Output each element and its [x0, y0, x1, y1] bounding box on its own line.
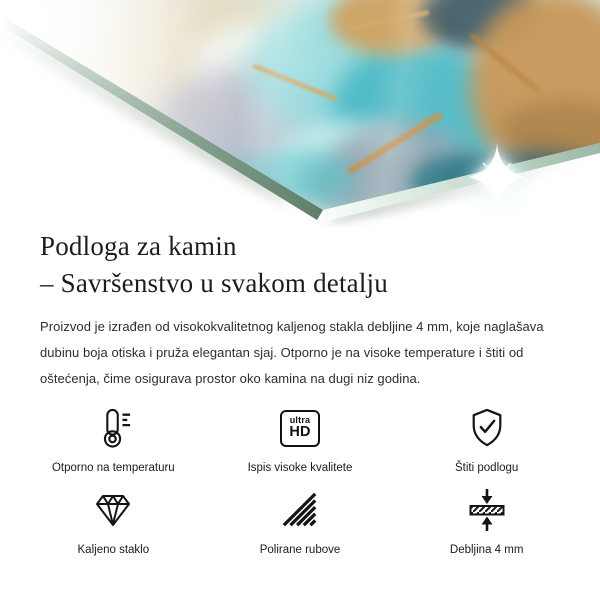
diamond-icon: [93, 488, 133, 532]
feature-protects-base: [393, 406, 580, 475]
feature-tempered-glass: [20, 488, 207, 557]
page-title-line2: – Savršenstvo u svakom detalju: [40, 268, 388, 298]
feature-polished-edges: [207, 488, 394, 557]
ultra-hd-text-bottom: HD: [289, 424, 311, 440]
feature-label: Otporno na temperaturu: [51, 462, 175, 474]
feature-label: Debljina 4 mm: [449, 544, 524, 556]
page-title-line1: Podloga za kamin: [40, 231, 237, 261]
feature-temperature-resistant: [20, 406, 207, 475]
features-grid: [20, 406, 580, 557]
thermometer-icon: [94, 406, 132, 450]
feature-print-quality: [207, 406, 394, 475]
feature-thickness: [393, 488, 580, 557]
feature-label: Štiti podlogu: [455, 462, 519, 474]
ultra-hd-badge-icon: [280, 406, 320, 450]
product-image: [0, 0, 600, 228]
shield-check-icon: [468, 406, 506, 450]
ultra-hd-text-top: ultra: [289, 415, 311, 425]
feature-label: Kaljeno staklo: [77, 544, 150, 556]
polished-edges-icon: [281, 488, 319, 532]
thickness-compress-icon: [467, 488, 507, 532]
feature-label: Ispis visoke kvalitete: [247, 462, 353, 474]
product-details: [0, 228, 600, 557]
feature-label: Polirane rubove: [259, 544, 341, 556]
star-highlight-icon: [459, 139, 535, 215]
page-title: [40, 228, 560, 302]
product-description: Proizvod je izrađen od visokokvalitetnog kaljenog stakla debljine 4 mm, koje naglašava dubinu boja otiska i pruža elegantan sjaj. Otporno je na visoke temperature i štiti od oštećenja, čime osigurava prostor oko kamina na dugi niz godina.: [40, 319, 544, 386]
